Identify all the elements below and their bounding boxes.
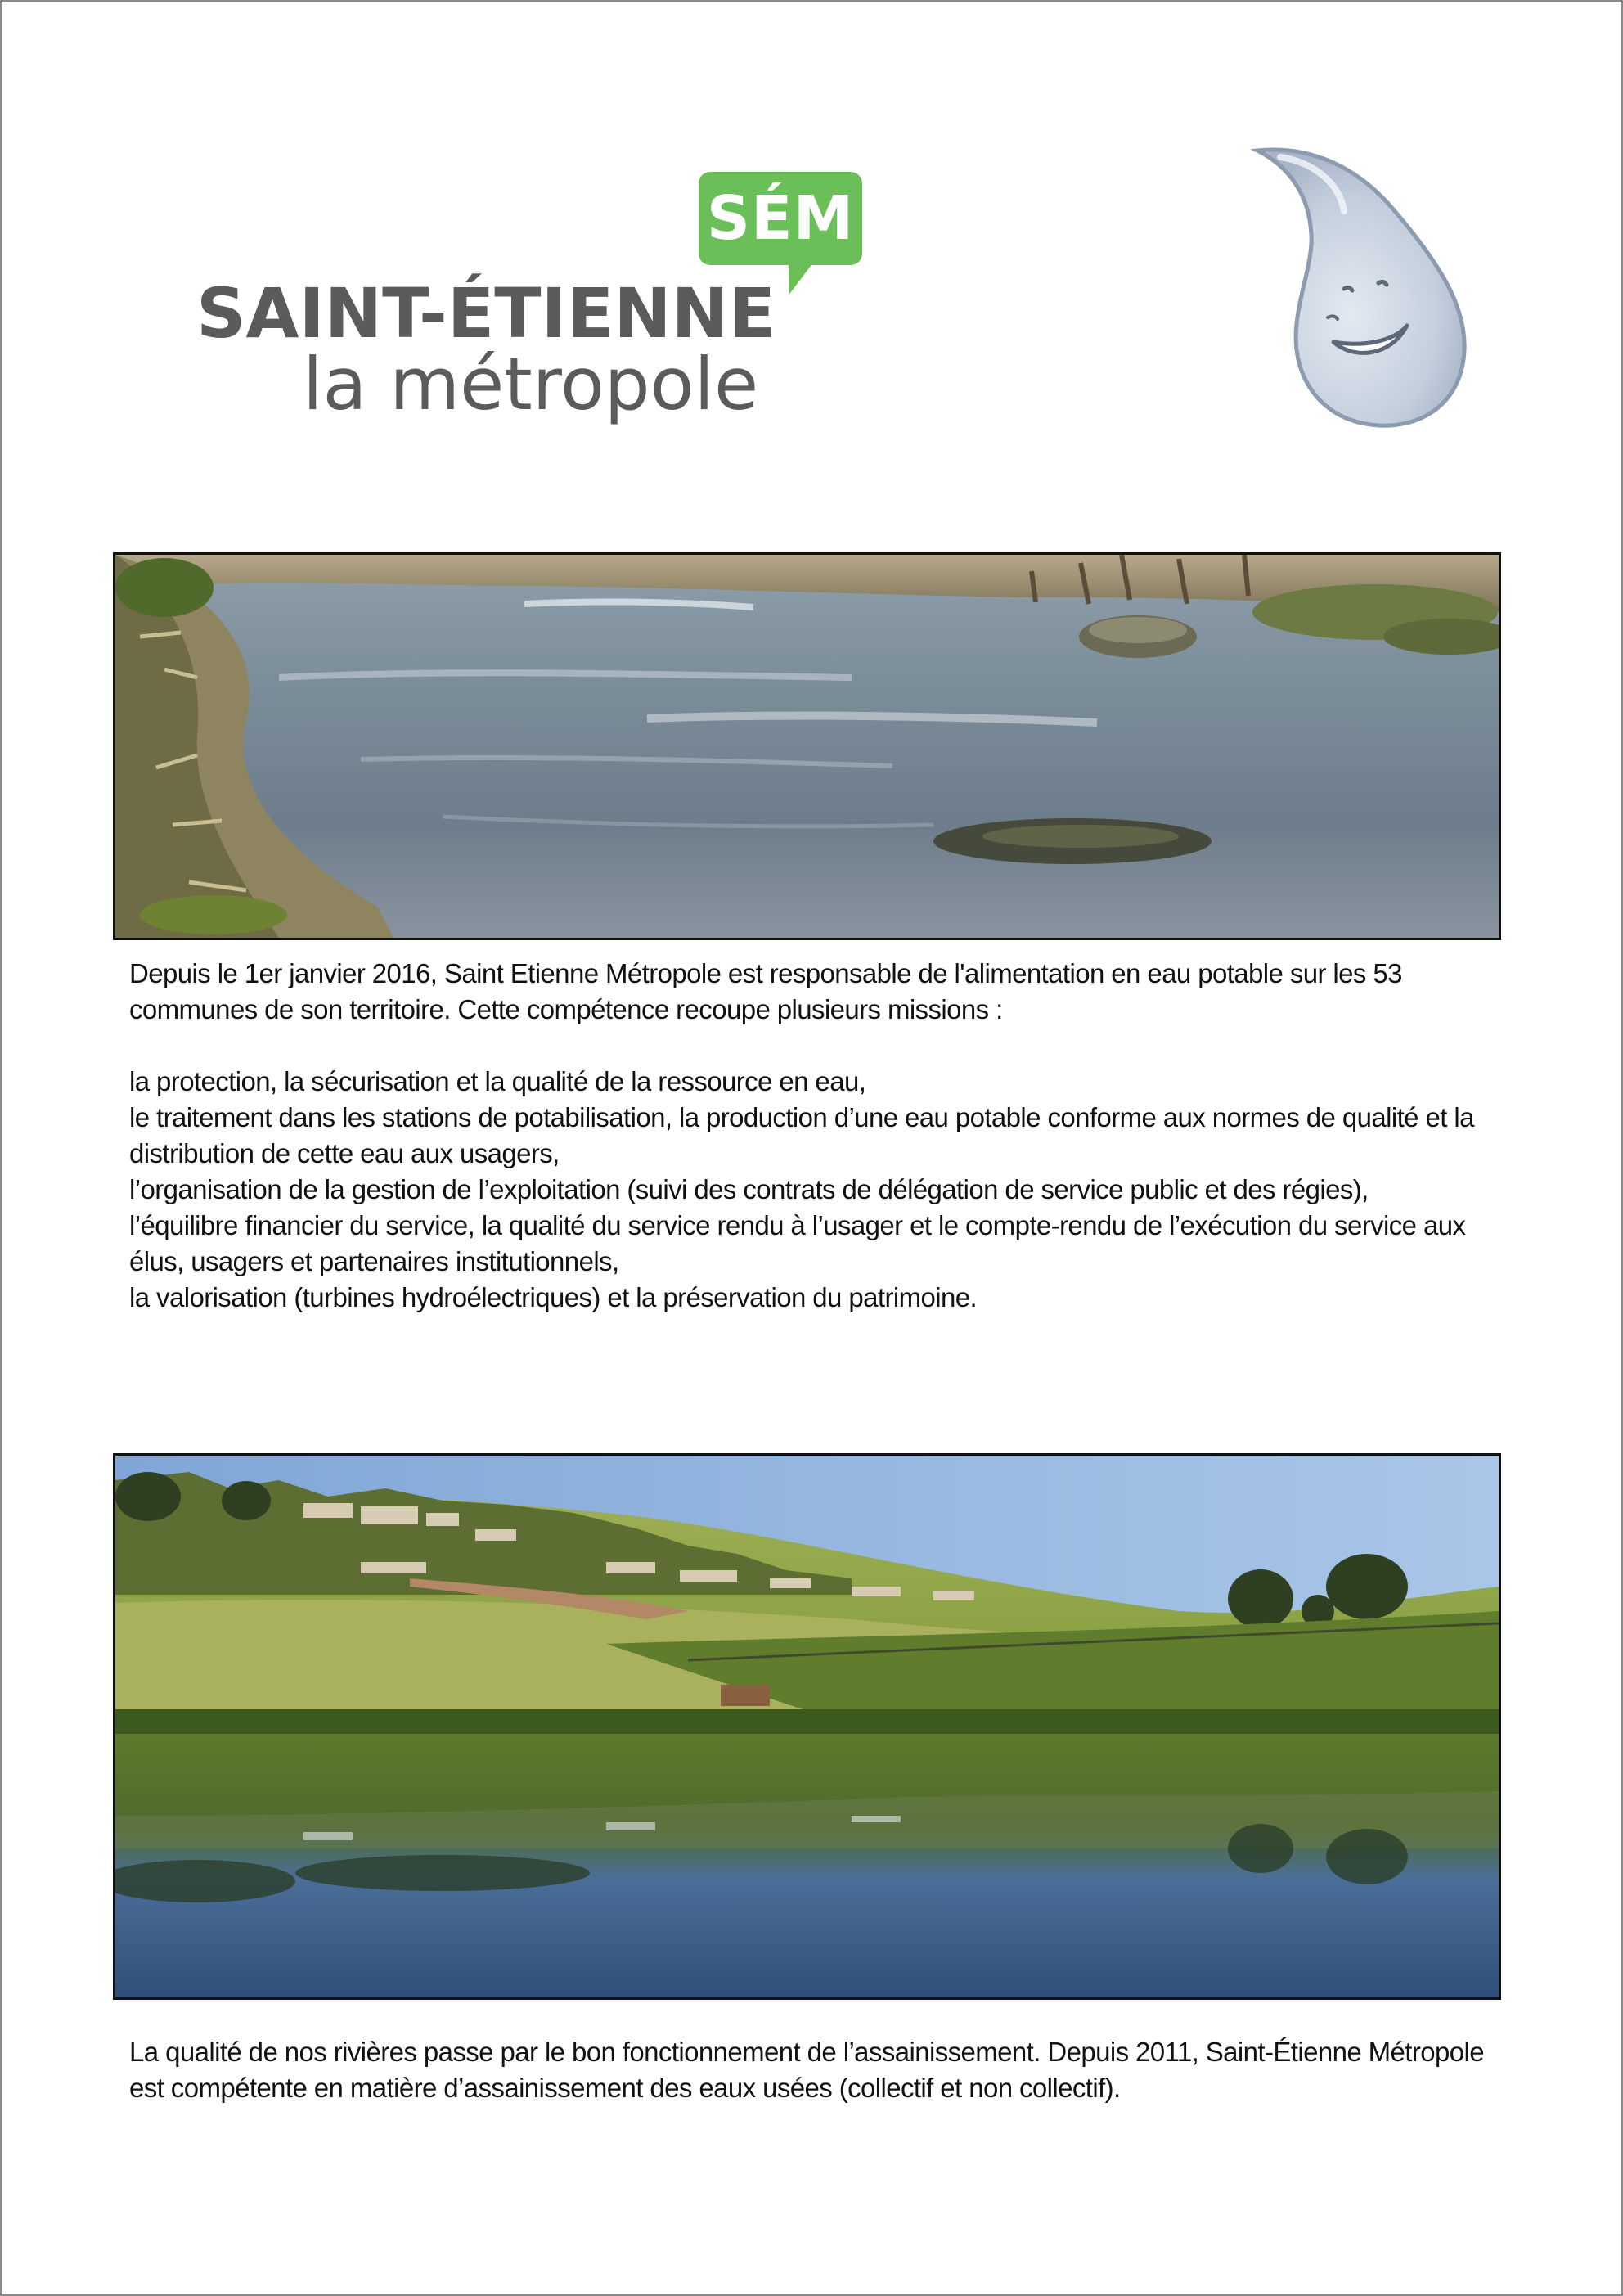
logo-badge-text: SÉM	[706, 183, 855, 254]
sanitation-paragraph	[129, 2034, 1504, 2106]
intro-paragraph	[129, 956, 1504, 1028]
list-item: le traitement dans les stations de potabilisation, la production d’une eau potable conforme aux normes de qualité et la distribution de cette eau aux usagers,	[129, 1102, 1474, 1168]
logo-subtitle: la métropole	[303, 342, 759, 426]
intro-text: Depuis le 1er janvier 2016, Saint Etienne Métropole est responsable de l'alimentation en eau potable sur les 53 communes de son territoire. Cette compétence recoupe plusieurs missions :	[129, 958, 1402, 1024]
sanitation-text: La qualité de nos rivières passe par le bon fonctionnement de l’assainissement. Depuis 2011, Saint-Étienne Métropole est compétente en matière d’assainissement des eaux usées (collectif et non collectif).	[129, 2037, 1484, 2103]
list-item: la valorisation (turbines hydroélectriques) et la préservation du patrimoine.	[129, 1282, 978, 1312]
missions-list	[129, 1064, 1504, 1316]
logo-title: SAINT-ÉTIENNE	[196, 273, 776, 353]
list-item: la protection, la sécurisation et la qualité de la ressource en eau,	[129, 1066, 866, 1096]
reservoir-landscape-photo	[113, 1453, 1501, 2000]
list-item: l’équilibre financier du service, la qualité du service rendu à l’usager et le compte-rendu de l’exécution du service aux élus, usagers et partenaires institutionnels,	[129, 1210, 1466, 1276]
list-item: l’organisation de la gestion de l’exploitation (suivi des contrats de délégation de service public et des régies),	[129, 1174, 1369, 1204]
smiling-water-drop-icon	[1248, 146, 1477, 432]
river-photo	[113, 552, 1501, 940]
saint-etienne-metropole-logo	[196, 172, 875, 442]
